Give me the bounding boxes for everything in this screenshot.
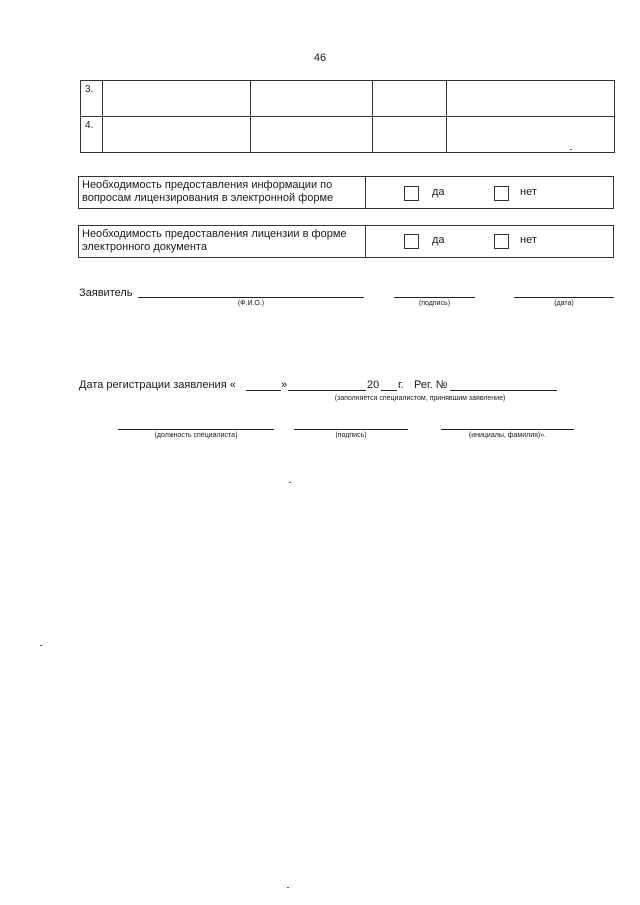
year-suffix: г. [398,379,404,391]
no-checkbox[interactable] [494,186,509,201]
position-line[interactable] [118,429,274,430]
applicant-signature-line[interactable] [394,297,475,298]
table-cell [250,81,373,117]
reg-month-line[interactable] [288,390,366,391]
initials-line[interactable] [441,429,574,430]
table-cell [102,81,250,117]
question-electronic-license [78,225,614,258]
question-electronic-info [78,176,614,209]
registration-note: (заполняется специалистом, принявшим заявление) [334,395,506,402]
yes-checkbox[interactable] [404,186,419,201]
yes-checkbox[interactable] [404,234,419,249]
scan-speck [289,482,291,483]
year-prefix: 20 [367,379,380,391]
table-row [81,117,615,153]
date-line[interactable] [514,297,614,298]
table-cell [250,117,373,153]
scan-speck [287,887,289,888]
items-table [80,80,615,153]
row-number: 3. [81,81,103,117]
date-caption: (дата) [554,300,574,307]
question-text: Необходимость предоставления информации по вопросам лицензирования в электронной форме [82,179,334,204]
reg-number-label: Рег. № [414,379,448,391]
specialist-signature-caption: (подпись) [335,432,367,439]
table-cell [447,117,615,153]
registration-label: Дата регистрации заявления « [79,379,236,391]
row-number: 4. [81,117,103,153]
applicant-label: Заявитель [79,287,133,299]
scan-speck [40,645,42,646]
table-cell [447,81,615,117]
table-row [81,81,615,117]
fio-caption: (Ф.И.О.) [237,300,265,307]
scan-speck [570,149,572,150]
position-caption: (должность специалиста) [154,432,238,439]
divider [365,226,366,257]
yes-label: да [432,186,445,198]
page-number: 46 [313,52,327,64]
table-cell [373,81,447,117]
reg-number-line[interactable] [450,390,557,391]
reg-day-line[interactable] [246,390,281,391]
applicant-signature-caption: (подпись) [418,300,451,307]
no-label: нет [520,186,537,198]
question-text: Необходимость предоставления лицензии в форме электронного документа [82,228,347,253]
reg-year-line[interactable] [381,390,397,391]
fio-line[interactable] [138,297,364,298]
divider [365,177,366,208]
initials-caption: (инициалы, фамилия)». [468,432,547,439]
no-checkbox[interactable] [494,234,509,249]
specialist-signature-line[interactable] [294,429,408,430]
yes-label: да [432,234,445,246]
table-cell [102,117,250,153]
table-cell [373,117,447,153]
quote-close: » [281,379,288,391]
no-label: нет [520,234,537,246]
